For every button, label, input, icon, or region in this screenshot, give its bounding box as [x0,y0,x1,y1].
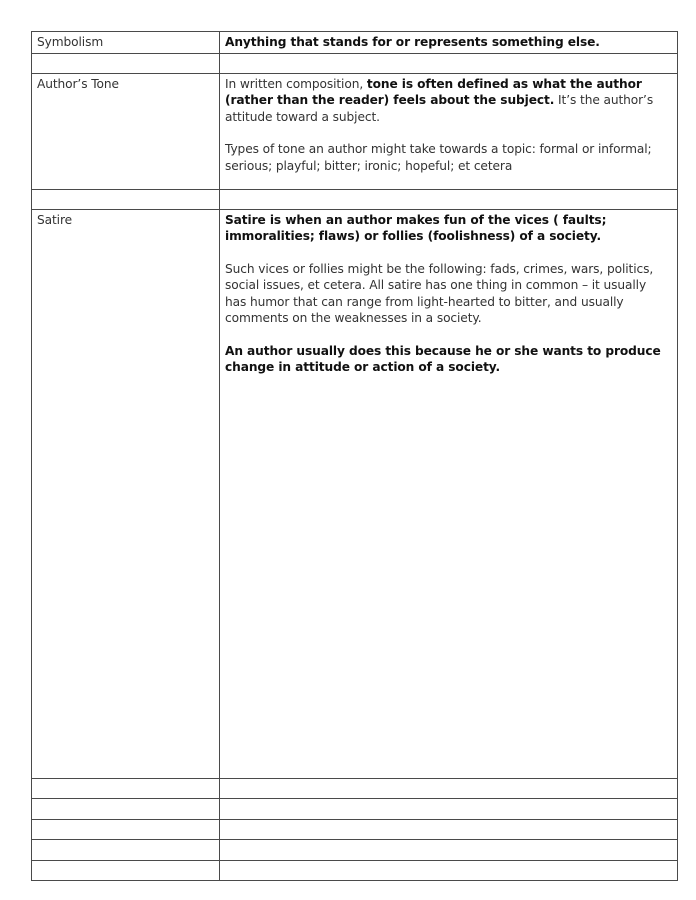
term-cell [32,32,220,54]
definition-cell [220,799,678,820]
term-cell [32,209,220,778]
term-label: Satire [37,212,73,227]
term-cell [32,53,220,73]
table-row-symbolism [32,32,678,54]
definition-cell [220,860,678,881]
definition-text: Anything that stands for or represents something else. [225,35,600,49]
definition-cell [220,73,678,189]
term-cell [32,73,220,189]
term-cell [32,819,220,840]
definition-cell [220,209,678,778]
definition-text: It’s the author’s attitude toward a subject. [225,93,654,124]
table-row-empty [32,189,678,209]
term-label: Author’s Tone [37,76,119,91]
term-cell [32,189,220,209]
definition-cell [220,778,678,799]
term-cell [32,840,220,861]
table-row-satire [32,209,678,778]
table-row-empty [32,53,678,73]
definition-text: In written composition, [225,76,367,91]
table-row-blank [32,799,678,820]
definition-cell [220,819,678,840]
table-row-blank [32,819,678,840]
definition-cell [220,189,678,209]
definition-cell [220,32,678,54]
term-cell [32,860,220,881]
definition-paragraph: Types of tone an author might take towards a topic: formal or informal; serious; playful; bitter; ironic; hopeful; et cetera [225,142,652,173]
table-row-blank [32,778,678,799]
definition-bold-text: tone is often defined as what the author (rather than the reader) feels about the subject. [225,76,642,107]
definition-paragraph: An author usually does this because he or she wants to produce change in attitude or action of a society. [225,343,661,374]
term-label: Symbolism [37,35,104,49]
term-cell [32,799,220,820]
term-cell [32,778,220,799]
definition-cell [220,53,678,73]
definition-paragraph [225,76,671,126]
literary-terms-table [31,31,678,881]
definition-paragraph: Such vices or follies might be the following: fads, crimes, wars, politics, social issues, et cetera. All satire has one thing in common – it usually has humor that can range from light-hearted to bitter, and usually comments on the weaknesses in a society. [225,261,654,325]
table-row-authors-tone [32,73,678,189]
table-row-blank [32,860,678,881]
table-row-blank [32,840,678,861]
definition-cell [220,840,678,861]
definition-paragraph: Satire is when an author makes fun of the vices ( faults; immoralities; flaws) or follies (foolishness) of a society. [225,212,607,243]
